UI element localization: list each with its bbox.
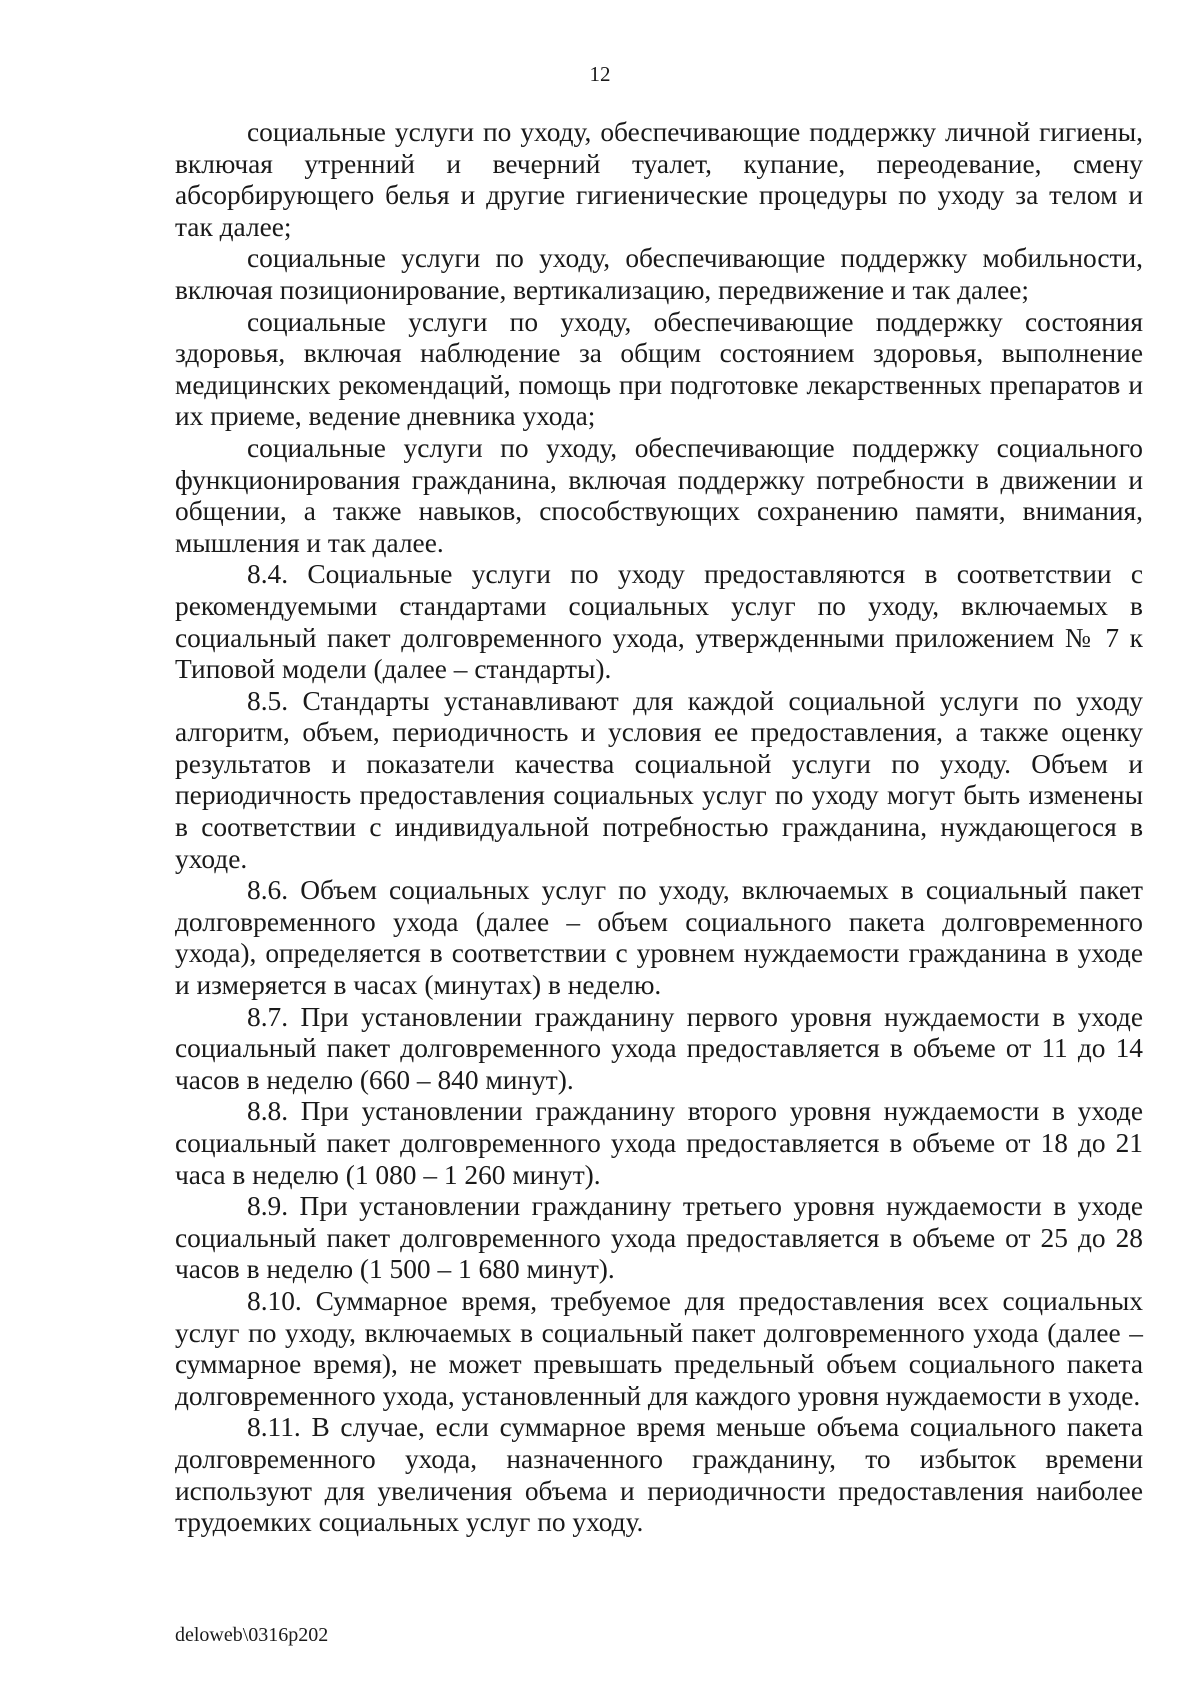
paragraph-8-8: 8.8. При установлении гражданину второго уровня нуждаемости в уходе социальный пакет долговременного ухода предоставляется в объеме от 18 до 21 часа в неделю (1 080 – 1 260 минут). [175, 1096, 1143, 1190]
paragraph-social-functioning-services: социальные услуги по уходу, обеспечивающие поддержку социального функционирования гражданина, включая поддержку потребности в движении и общении, а также навыков, способствующих сохранению памяти, внимания, мышления и так далее. [175, 432, 1143, 558]
paragraph-health-services: социальные услуги по уходу, обеспечивающие поддержку состояния здоровья, включая наблюдение за общим состоянием здоровья, выполнение медицинских рекомендаций, помощь при подготовке лекарственных препаратов и их приеме, ведение дневника ухода; [175, 306, 1143, 432]
paragraph-hygiene-services: социальные услуги по уходу, обеспечивающие поддержку личной гигиены, включая утренний и вечерний туалет, купание, переодевание, смену абсорбирующего белья и другие гигиенические процедуры по уходу за телом и так далее; [175, 117, 1143, 242]
paragraph-8-6: 8.6. Объем социальных услуг по уходу, включаемых в социальный пакет долговременного ухода (далее – объем социального пакета долговременного ухода), определяется в соответствии с уровнем нуждаемости гражданина в уходе и измеряется в часах (минутах) в неделю. [175, 875, 1143, 1001]
paragraph-8-9: 8.9. При установлении гражданину третьего уровня нуждаемости в уходе социальный пакет долговременного ухода предоставляется в объеме от 25 до 28 часов в неделю (1 500 – 1 680 минут). [175, 1191, 1143, 1285]
paragraph-8-5: 8.5. Стандарты устанавливают для каждой социальной услуги по уходу алгоритм, объем, периодичность и условия ее предоставления, а также оценку результатов и показатели качества социальной услуги по уходу. Объем и периодичность предоставления социальных услуг по уходу могут быть изменены в соответствии с индивидуальной потребностью гражданина, нуждающегося в уходе. [175, 685, 1143, 874]
paragraph-8-7: 8.7. При установлении гражданину первого уровня нуждаемости в уходе социальный пакет долговременного ухода предоставляется в объеме от 11 до 14 часов в неделю (660 – 840 минут). [175, 1001, 1143, 1095]
paragraph-8-4: 8.4. Социальные услуги по уходу предоставляются в соответствии с рекомендуемыми стандартами социальных услуг по уходу, включаемых в социальный пакет долговременного ухода, утвержденными приложением № 7 к Типовой модели (далее – стандарты). [175, 559, 1143, 685]
paragraph-8-10: 8.10. Суммарное время, требуемое для предоставления всех социальных услуг по уходу, включаемых в социальный пакет долговременного ухода (далее – суммарное время), не может превышать предельный объем социального пакета долговременного ухода, установленный для каждого уровня нуждаемости в уходе. [175, 1285, 1143, 1411]
document-footer-code: deloweb\0316p202 [175, 1624, 329, 1646]
paragraph-8-11: 8.11. В случае, если суммарное время меньше объема социального пакета долговременного ухода, назначенного гражданину, то избыток времени используют для увеличения объема и периодичности предоставления наиболее трудоемких социальных услуг по уходу. [175, 1412, 1143, 1538]
paragraph-mobility-services: социальные услуги по уходу, обеспечивающие поддержку мобильности, включая позиционирование, вертикализацию, передвижение и так далее; [175, 243, 1143, 305]
page-number: 12 [589, 62, 611, 86]
document-body [175, 117, 1143, 1539]
